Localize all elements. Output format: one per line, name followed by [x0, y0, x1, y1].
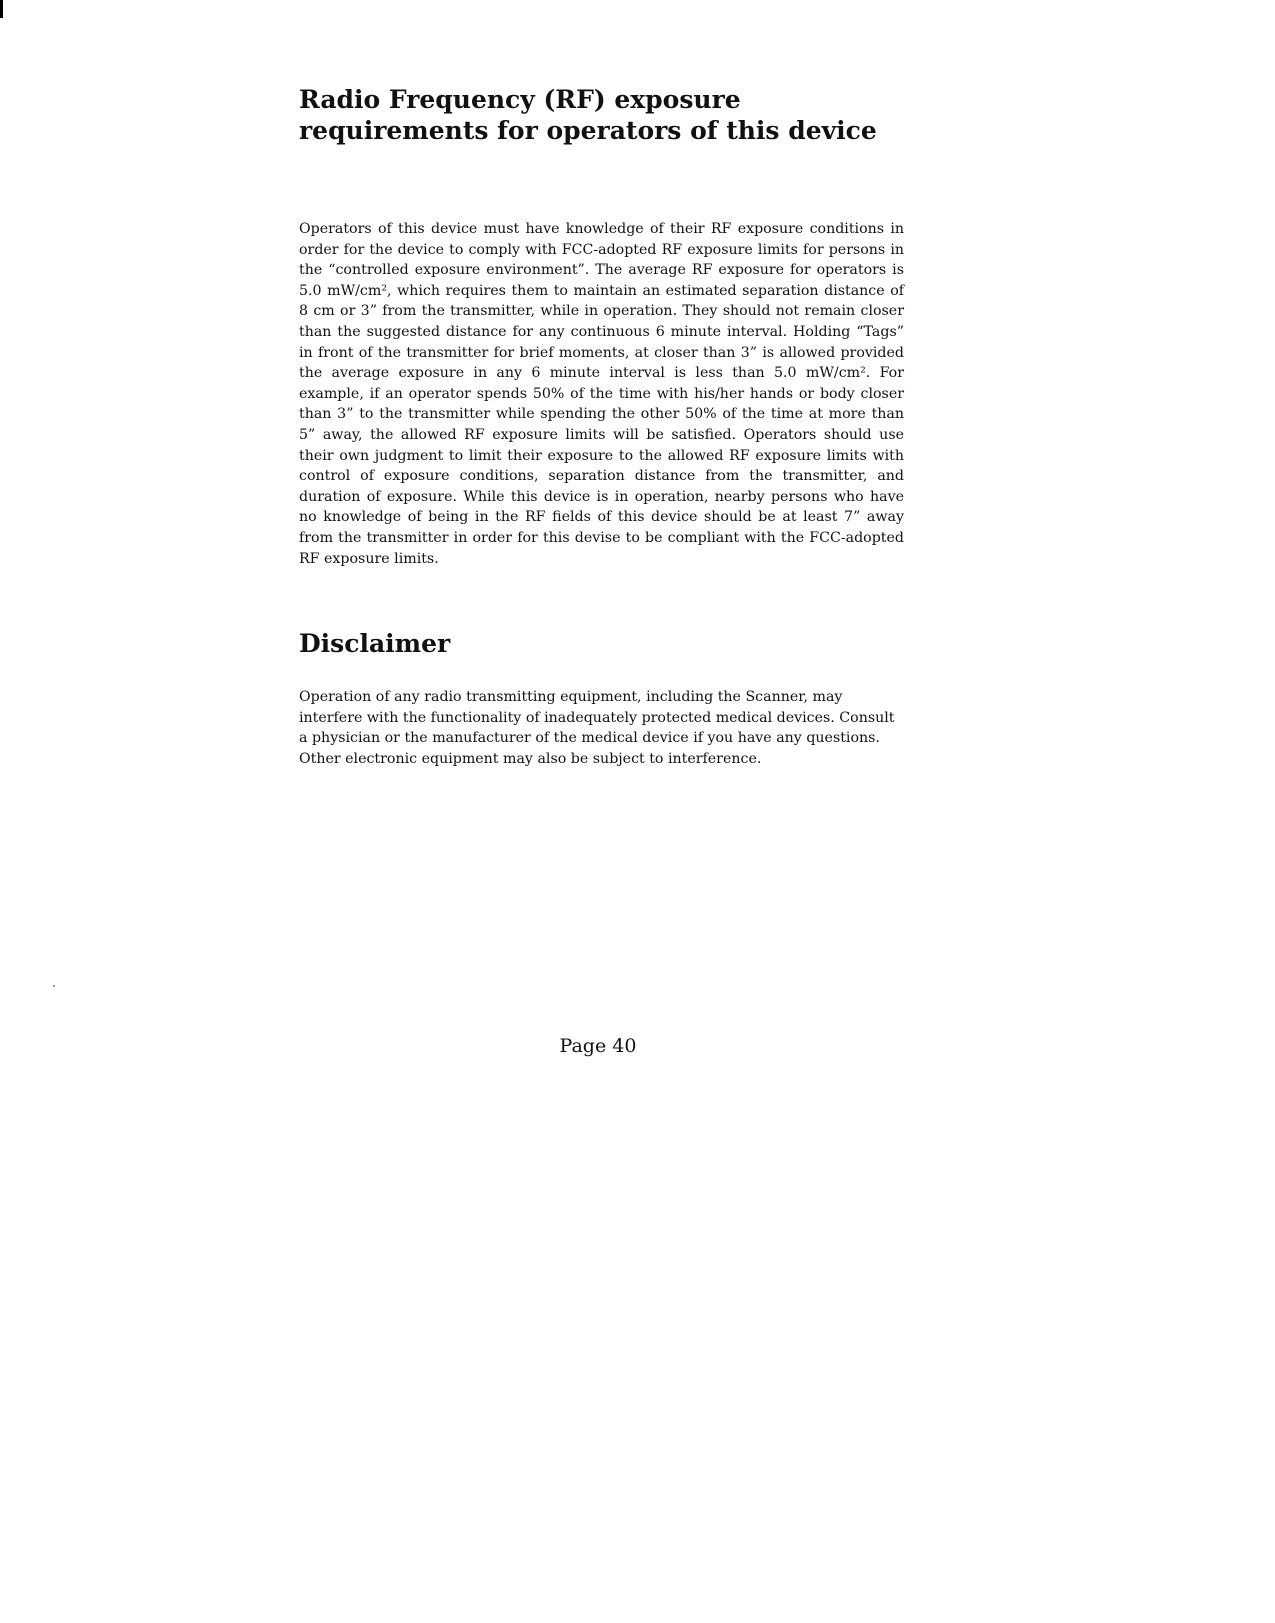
scan-artifact-dot [53, 985, 55, 987]
rf-section-body: Operators of this device must have knowledge of their RF exposure conditions in order for the device to comply with FCC-adopted RF exposure limits for persons in the “controlled exposure environment”. The average RF exposure for operators is 5.0 mW/cm², which requires them to maintain an estimated separation distance of 8 cm or 3” from the transmitter, while in operation. They should not remain closer than the suggested distance for any continuous 6 minute interval. Holding “Tags” in front of the transmitter for brief moments, at closer than 3” is allowed provided the average exposure in any 6 minute interval is less than 5.0 mW/cm². For example, if an operator spends 50% of the time with his/her hands or body closer than 3” to the transmitter while spending the other 50% of the time at more than 5” away, the allowed RF exposure limits will be satisfied. Operators should use their own judgment to limit their exposure to the allowed RF exposure limits with control of exposure conditions, separation distance from the transmitter, and duration of exposure. While this device is in operation, nearby persons who have no knowledge of being in the RF fields of this device should be at least 7” away from the transmitter in order for this devise to be compliant with the FCC-adopted RF exposure limits. [299, 221, 904, 567]
scan-artifact-mark [0, 0, 3, 18]
page-number: Page 40 [559, 1035, 637, 1057]
disclaimer-body: Operation of any radio transmitting equipment, including the Scanner, may interfere with the functionality of inadequately protected medical devices. Consult a physician or the manufacturer of the medical device if you have any questions. Other electronic equipment may also be subject to interference. [299, 689, 895, 767]
disclaimer-title: Disclaimer [299, 629, 451, 658]
rf-section-title: Radio Frequency (RF) exposure requirements for operators of this device [299, 85, 877, 145]
